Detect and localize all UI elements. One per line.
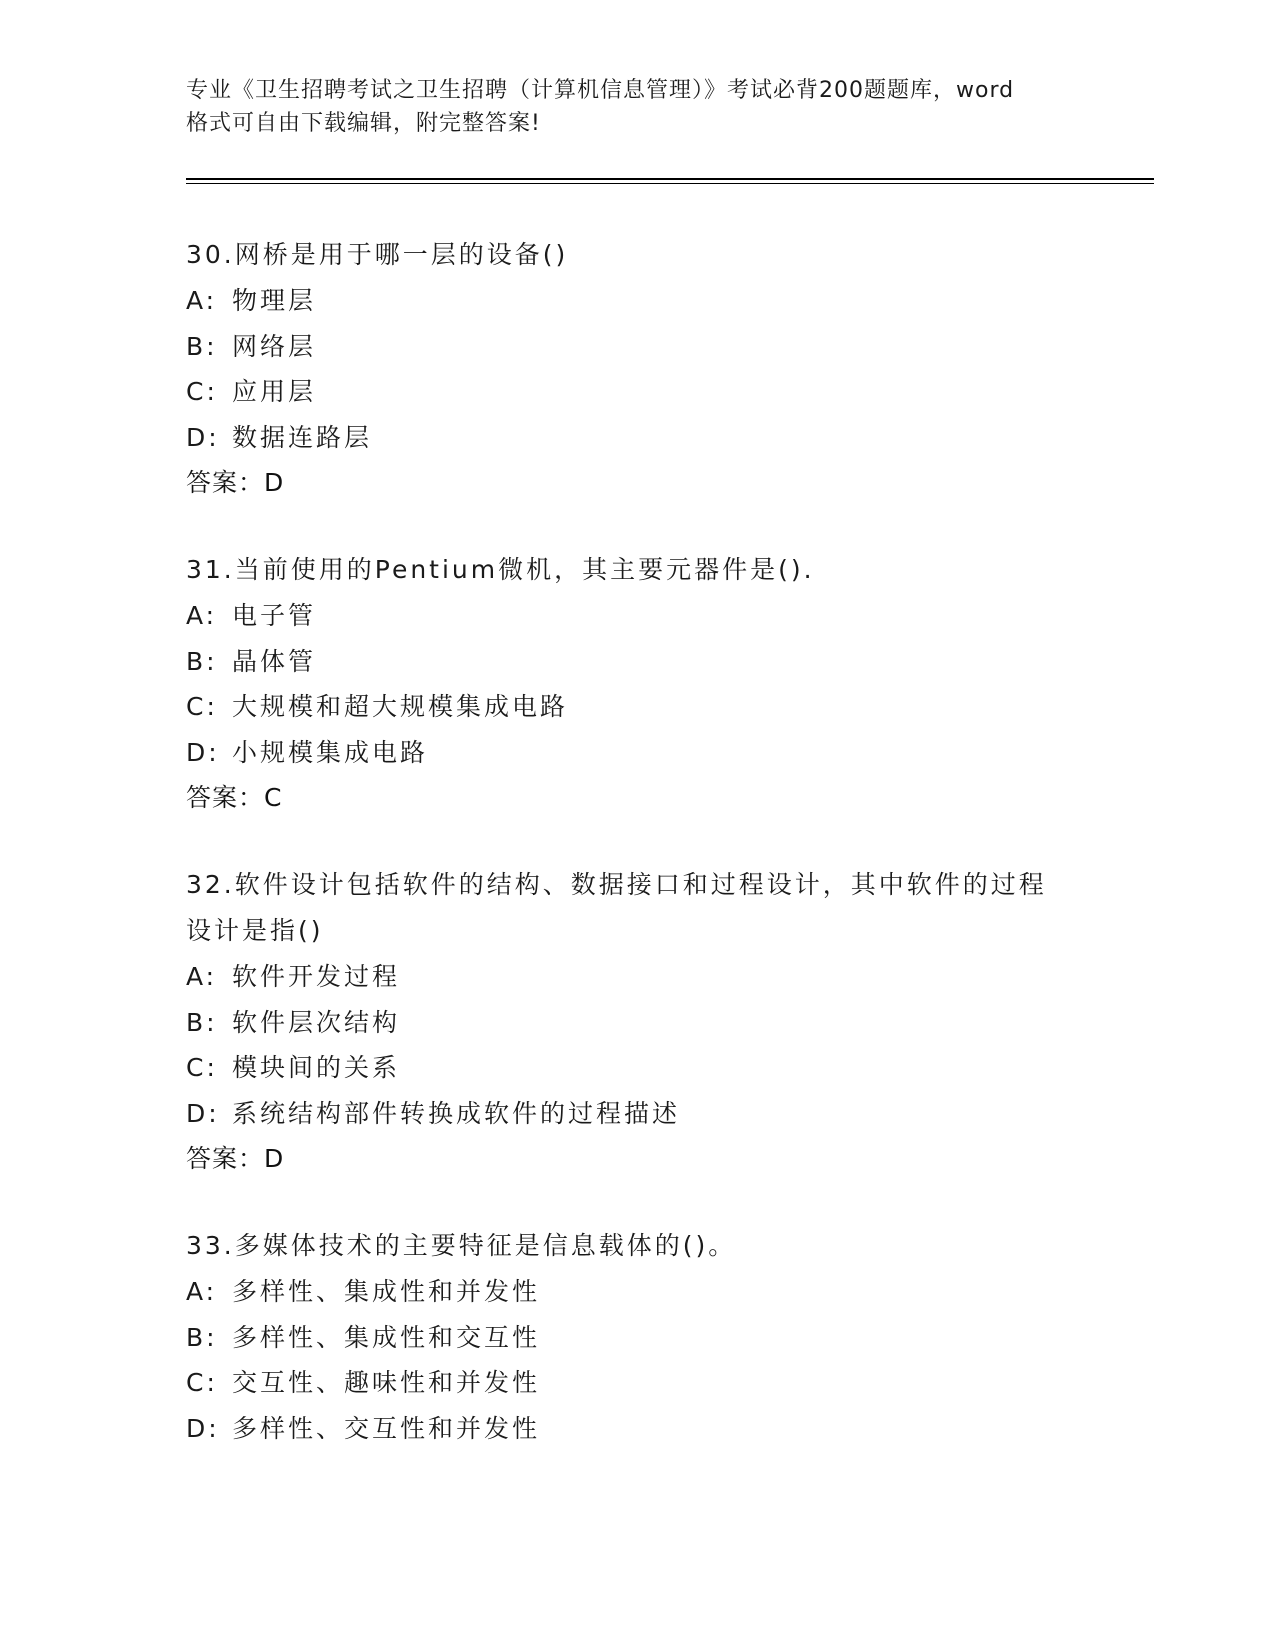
header-divider-thin: [186, 183, 1154, 184]
option-letter: C:: [186, 1368, 218, 1397]
option-a: [186, 954, 1066, 1000]
option-letter: A:: [186, 601, 218, 630]
option-text: 物理层: [232, 286, 317, 315]
option-b: [186, 1315, 1086, 1361]
option-d: [186, 415, 1086, 461]
question-title: 31.当前使用的Pentium微机，其主要元器件是().: [186, 555, 815, 584]
question-31: [186, 547, 1086, 821]
answer-line: 答案：D: [186, 468, 285, 497]
option-a: [186, 1269, 1086, 1315]
option-letter: B:: [186, 331, 218, 361]
option-c: [186, 1360, 1086, 1406]
answer-line: 答案：D: [186, 1144, 285, 1173]
question-title: 33.多媒体技术的主要特征是信息载体的()。: [186, 1231, 737, 1260]
option-a: [186, 278, 1086, 324]
option-letter: B:: [186, 646, 218, 676]
option-d: [186, 730, 1086, 776]
option-text: 多样性、交互性和并发性: [232, 1413, 541, 1443]
option-text: 软件开发过程: [232, 962, 401, 991]
question-30: [186, 232, 1086, 506]
option-letter: C:: [186, 377, 218, 406]
option-text: 模块间的关系: [232, 1053, 401, 1082]
document-header: [186, 74, 1086, 140]
option-text: 电子管: [232, 601, 317, 630]
header-line-1: 专业《卫生招聘考试之卫生招聘（计算机信息管理）》考试必背200题题库，word: [186, 78, 1015, 103]
option-text: 小规模集成电路: [232, 737, 429, 767]
header-line-2: 格式可自由下载编辑，附完整答案!: [186, 111, 541, 136]
option-letter: C:: [186, 692, 218, 721]
option-a: [186, 593, 1086, 639]
option-letter: A:: [186, 1277, 218, 1306]
option-text: 多样性、集成性和交互性: [232, 1322, 541, 1352]
question-33: [186, 1223, 1086, 1451]
option-letter: C:: [186, 1053, 218, 1082]
option-text: 大规模和超大规模集成电路: [232, 692, 569, 721]
header-divider-thick: [186, 178, 1154, 180]
option-text: 网络层: [232, 331, 317, 361]
option-b: [186, 324, 1086, 370]
option-c: [186, 1045, 1066, 1091]
question-32: [186, 862, 1066, 1182]
option-letter: A:: [186, 286, 218, 315]
option-c: [186, 684, 1086, 730]
question-title: 30.网桥是用于哪一层的设备(): [186, 240, 569, 269]
option-letter: D:: [186, 1098, 220, 1128]
option-letter: B:: [186, 1322, 218, 1352]
option-letter: B:: [186, 1007, 218, 1037]
option-letter: A:: [186, 962, 218, 991]
option-c: [186, 369, 1086, 415]
question-title: 32.软件设计包括软件的结构、数据接口和过程设计，其中软件的过程设计是指(): [186, 870, 1047, 945]
option-text: 多样性、集成性和并发性: [232, 1277, 541, 1306]
option-d: [186, 1091, 1066, 1137]
option-letter: D:: [186, 422, 220, 452]
option-letter: D:: [186, 1413, 220, 1443]
option-b: [186, 639, 1086, 685]
option-text: 交互性、趣味性和并发性: [232, 1368, 541, 1397]
option-d: [186, 1406, 1086, 1452]
option-text: 应用层: [232, 377, 317, 406]
option-b: [186, 1000, 1066, 1046]
option-text: 软件层次结构: [232, 1007, 401, 1037]
option-text: 系统结构部件转换成软件的过程描述: [232, 1098, 681, 1128]
answer-line: 答案：C: [186, 783, 283, 812]
option-text: 数据连路层: [232, 422, 373, 452]
option-text: 晶体管: [232, 646, 317, 676]
option-letter: D:: [186, 737, 220, 767]
